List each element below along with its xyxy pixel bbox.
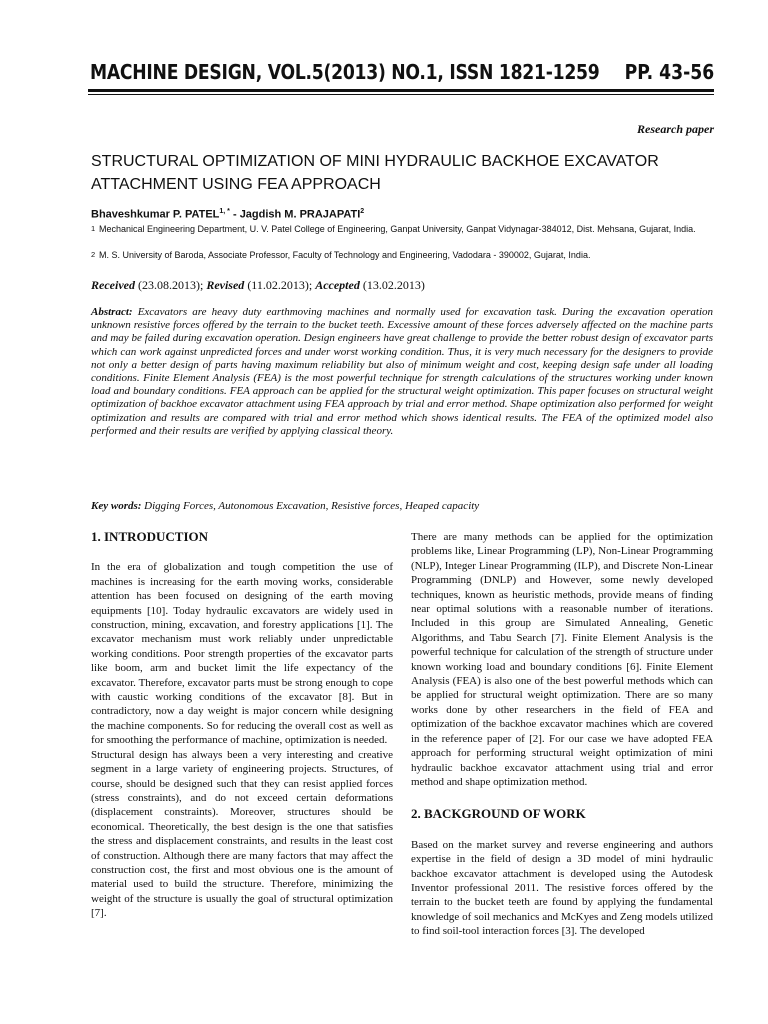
header-rule-thick (88, 89, 714, 92)
intro-paragraph-1: In the era of globalization and tough competition the use of machines is increasing for the earth moving works, considerable attention has been focused on designing of the earth moving equipments [10]. Today hydraulic excavators are widely used in construction, mining, excavation, and forestry applications [1]. The excavator mechanism must work reliably under unpredictable working conditions. Poor strength properties of the excavator parts like boom, arm and bucket limit the life expectancy of the excavator. Therefore, excavator parts must be strong enough to cope with caustic working conditions of the excavator [8]. But in contradictory, now a day weight is major concern while designing the machine components. So for reducing the overall cost as well as for smoothing the performance of machine, optimization is needed. (91, 561, 393, 747)
author-2-sup: 2 (360, 208, 365, 215)
affiliation-2-num: 2 (91, 250, 96, 259)
abstract-label: Abstract: (91, 306, 133, 318)
intro-heading: 1. INTRODUCTION (91, 529, 209, 544)
received-label: Received (91, 278, 135, 292)
intro-paragraph-3: There are many methods can be applied for the optimization problems like, Linear Programming (LP), Non-Linear Programming (NLP), Integer Linear Programming (ILP), and Discrete Non-Linear Programming (DNLP) and However, some newly developed techniques, known as heuristic methods, provide means of finding near optimal solutions with a reasonable number of iterations. Included in this group are Simulated Annealing, Genetic Algorithms, and Tabu Search [7]. Finite Element Analysis is the powerful technique for calculation of the strength of structure under known working load and boundary conditions [6]. Finite Element Analysis (FEA) is also one of the best powerful methods which can be applied for structural weight optimization. There are so many works done by other researchers in the field of FEA and optimization of the backhoe excavator machines which are covered in the reference paper of [2]. For our case we have adopted FEA approach for performing structural weight optimization of mini hydraulic backhoe excavator attachment using trial and error method and shape optimization method. (411, 531, 713, 788)
journal-pages: PP. 43-56 (624, 60, 714, 84)
dates-line: Received (23.08.2013); Revised (11.02.2013); Accepted (13.02.2013) (91, 278, 425, 292)
background-heading: 2. BACKGROUND OF WORK (411, 806, 586, 822)
intro-paragraph-2: Structural design has always been a very interesting and creative segment in a large variety of engineering projects. Structures, of course, should be designed such that they can resist applied forces (stress constraints), and do not exceed certain deformations (displacement constraints). Moreover, structures should be economical. Theoretically, the best design is the one that satisfies the stress and displacement constraints, and results in the least cost of construction. Although there are many factors that may affect the construction cost, the first and most obvious one is the amount of material used to build the structure. Therefore, minimizing the weight of the structure is usually the goal of structural optimization [7]. (91, 748, 393, 920)
accepted-date: (13.02.2013) (362, 278, 425, 292)
revised-label: Revised (206, 278, 245, 292)
keywords-label: Key words: (91, 500, 142, 512)
affiliation-1-text: Mechanical Engineering Department, U. V. Patel College of Engineering, Ganpat University, Ganpat Vidynagar-384012, Dist. Mehsana, Gujarat, India. (99, 224, 696, 234)
author-1-sup: 1, * (219, 208, 230, 215)
paper-title: STRUCTURAL OPTIMIZATION OF MINI HYDRAULIC BACKHOE EXCAVATOR ATTACHMENT USING FEA APPROACH (91, 153, 659, 193)
background-paragraph-1: Based on the market survey and reverse engineering and authors expertise in the field of design a 3D model of mini hydraulic backhoe excavator attachment is developed using the Autodesk Inventor professional 2011. The resistive forces offered by the terrain to the bucket teeth are found by applying the fundamental knowledge of soil mechanics and McKyes and Zeng models utilized to find soil-tool interaction forces [3]. The developed (411, 838, 713, 938)
header-rule-thin (88, 94, 714, 95)
keywords (91, 500, 711, 512)
author-line (91, 208, 711, 221)
right-column (411, 530, 713, 939)
left-column (91, 530, 393, 921)
affiliation-1-num: 1 (91, 224, 96, 233)
accepted-label: Accepted (315, 278, 360, 292)
affiliation-1 (91, 223, 711, 235)
received-date: (23.08.2013) (137, 278, 200, 292)
affiliation-2 (91, 249, 711, 261)
keywords-text: Digging Forces, Autonomous Excavation, Resistive forces, Heaped capacity (144, 500, 480, 512)
author-separator: - (229, 208, 240, 221)
author-1-name: Bhaveshkumar P. PATEL (91, 208, 220, 221)
abstract-text: Excavators are heavy duty earthmoving machines and normally used for excavation task. During the excavation operation unknown resistive forces offered by the terrain to the bucket teeth. Excessive amount of these forces adversely affected on the machine parts and may be failed during excavation operation. Design engineers have great challenge to provide the better robust design of excavator parts which can work against unpredicted forces and under worst working condition. Thus, it is very much necessary for the designers to provide not only a better design of parts having maximum reliability but also of minimum weight and cost, keeping design safe under all loading conditions. Finite Element Analysis (FEA) is the most powerful technique for strength calculations of the structures working under known load and boundary conditions. FEA approach can be applied for the structural weight optimization. This paper focuses on structural weight optimization of backhoe excavator attachment using FEA approach by trial and error method. Shape optimization also performed for weight optimization and results are compared with trial and error method which shows identical results. The FEA of the optimized model also performed and their results are verified by applying classical theory. (91, 306, 713, 437)
revised-date: (11.02.2013) (247, 278, 309, 292)
author-2-name: Jagdish M. PRAJAPATI (239, 208, 361, 221)
paper-type: Research paper (637, 122, 714, 136)
abstract (91, 306, 713, 438)
journal-header: MACHINE DESIGN, VOL.5(2013) NO.1, ISSN 1821-1259 (90, 60, 600, 84)
affiliation-2-text: M. S. University of Baroda, Associate Professor, Faculty of Technology and Engineering, Vadodara - 390002, Gujarat, India. (99, 250, 591, 260)
